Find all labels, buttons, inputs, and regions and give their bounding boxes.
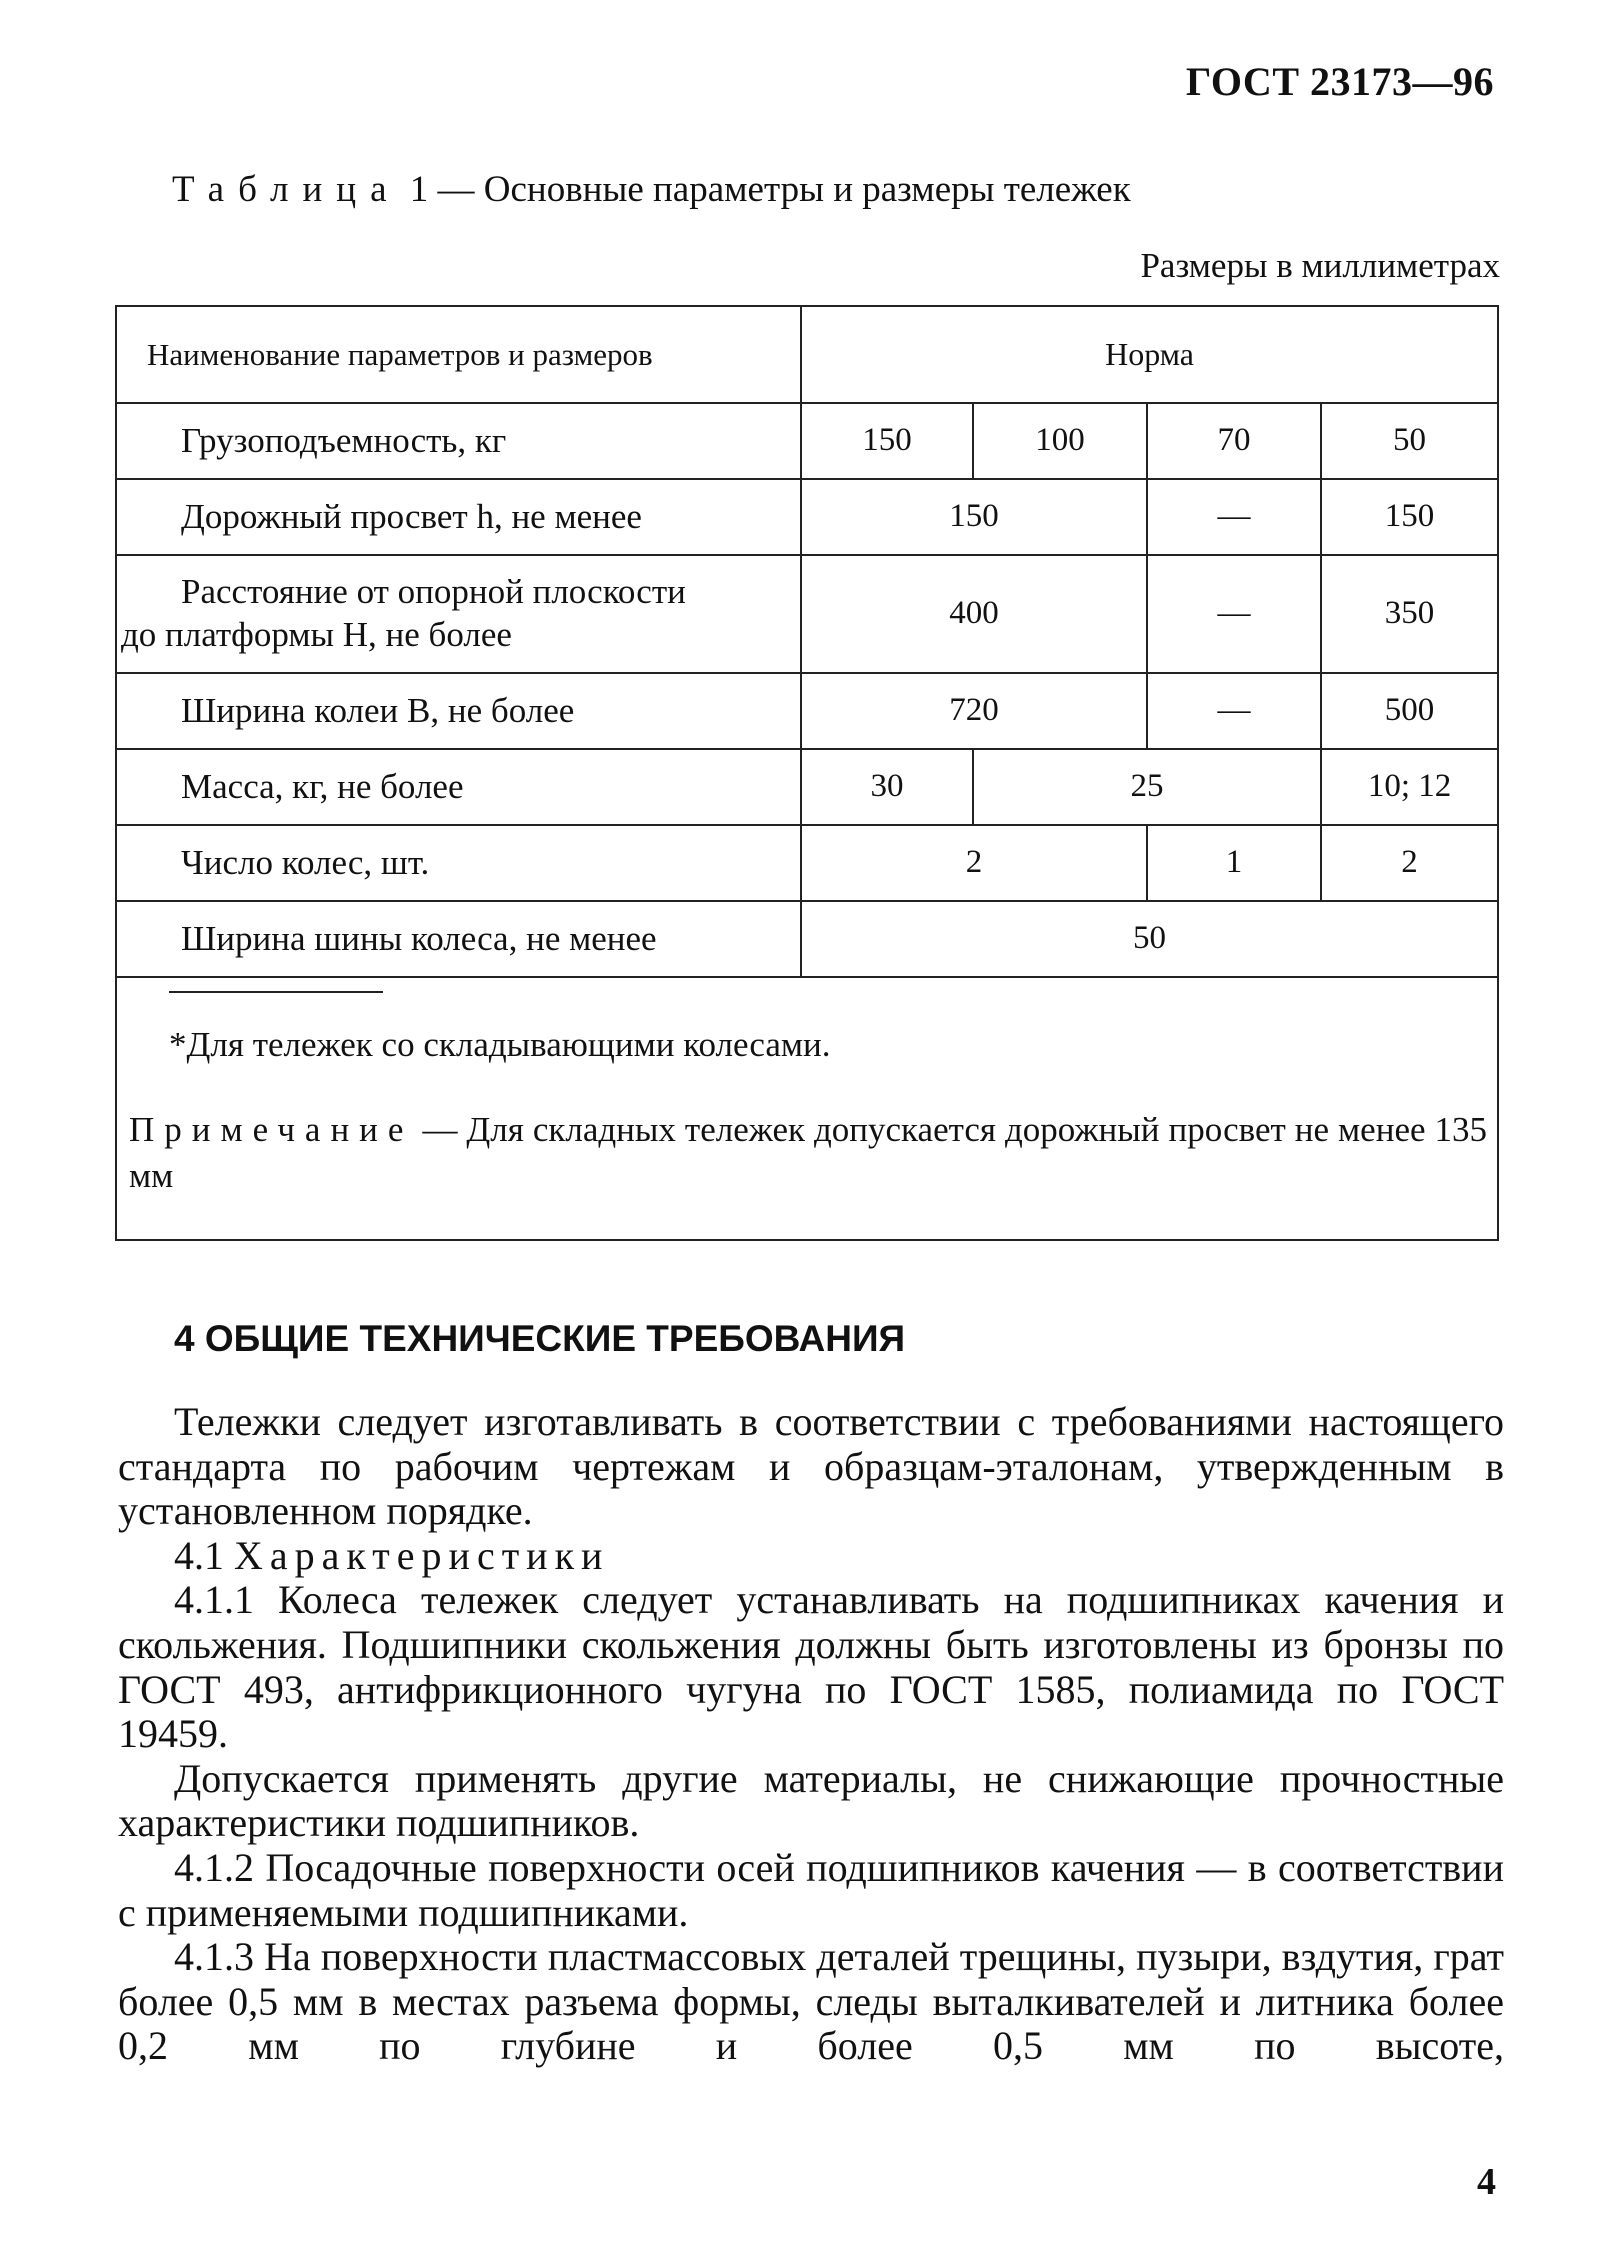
paragraph: 4.1.2 Посадочные поверхности осей подшипников качения — в соответствии с применяемыми подшипниками. — [118, 1844, 1504, 1935]
table-row — [117, 749, 1497, 825]
table-cell: 2 — [1321, 825, 1497, 901]
table-footnote: *Для тележек со складывающими колесами. — [169, 1025, 831, 1064]
row-label: Ширина шины колеса, не менее — [117, 901, 801, 977]
table-cell: 50 — [801, 901, 1497, 977]
table-cell: 1 — [1147, 825, 1321, 901]
table-header-row — [117, 307, 1497, 403]
row-label: Масса, кг, не более — [117, 749, 801, 825]
subsection-title: Характеристики — [234, 1532, 610, 1578]
table-cell: — — [1147, 555, 1321, 673]
table-caption-prefix: Таблица — [172, 169, 401, 210]
table-caption — [172, 168, 1131, 211]
table-cell: 150 — [801, 403, 973, 479]
row-label: Дорожный просвет h, не менее — [117, 479, 801, 555]
row-label-line: Расстояние от опорной плоскости — [181, 572, 686, 612]
table-cell: 350 — [1321, 555, 1497, 673]
table-cell: 150 — [801, 479, 1147, 555]
table-caption-number: 1 — [409, 169, 429, 210]
table-cell: 10; 12 — [1321, 749, 1497, 825]
note-label: Примечание — [129, 1110, 414, 1149]
table-cell: 25 — [973, 749, 1321, 825]
page-number: 4 — [1477, 2161, 1496, 2203]
note-text: — Для складных тележек допускается дорожный просвет не менее 135 мм — [129, 1110, 1487, 1195]
table-cell: 720 — [801, 673, 1147, 749]
table-note — [129, 1107, 1487, 1198]
table-cell: 30 — [801, 749, 973, 825]
header-cell-norm: Норма — [801, 307, 1497, 403]
table-cell: 150 — [1321, 479, 1497, 555]
table-cell: 500 — [1321, 673, 1497, 749]
header-cell-name: Наименование параметров и размеров — [117, 307, 801, 403]
table-cell: 50 — [1321, 403, 1497, 479]
table-cell: — — [1147, 673, 1321, 749]
document-id: ГОСТ 23173—96 — [1185, 59, 1494, 104]
parameters-table — [117, 307, 1497, 978]
parameters-table-frame — [115, 305, 1499, 1241]
subsection-heading — [118, 1534, 1504, 1579]
row-label-line: до платформы H, не более — [121, 615, 512, 654]
paragraph: 4.1.1 Колеса тележек следует устанавливать на подшипниках качения и скольжения. Подшипники скольжения должны быть изготовлены из бронзы по ГОСТ 493, антифрикционного чугуна по ГОСТ 1585, полиамида по ГОСТ 19459. — [118, 1577, 1504, 1757]
table-cell: 2 — [801, 825, 1147, 901]
paragraph: Тележки следует изготавливать в соответствии с требованиями настоящего стандарта по рабочим чертежам и образцам-эталонам, утвержденным в установленном порядке. — [118, 1399, 1504, 1534]
paragraph: Допускается применять другие материалы, не снижающие прочностные характеристики подшипников. — [118, 1755, 1504, 1846]
table-row — [117, 673, 1497, 749]
table-row — [117, 403, 1497, 479]
row-label: Число колес, шт. — [117, 825, 801, 901]
table-cell: 400 — [801, 555, 1147, 673]
table-cell: — — [1147, 479, 1321, 555]
section-body — [118, 1400, 1504, 2069]
table-row — [117, 901, 1497, 977]
row-label: Ширина колеи B, не более — [117, 673, 801, 749]
row-label: Грузоподъемность, кг — [117, 403, 801, 479]
section-heading: 4 ОБЩИЕ ТЕХНИЧЕСКИЕ ТРЕБОВАНИЯ — [174, 1318, 906, 1359]
table-caption-text: — Основные параметры и размеры тележек — [437, 169, 1131, 210]
table-row — [117, 825, 1497, 901]
table-row — [117, 555, 1497, 673]
row-label — [117, 555, 801, 673]
subsection-number: 4.1 — [174, 1532, 224, 1578]
table-row — [117, 479, 1497, 555]
table-cell: 70 — [1147, 403, 1321, 479]
paragraph: 4.1.3 На поверхности пластмассовых деталей трещины, пузыри, вздутия, грат более 0,5 мм в местах разъема формы, следы выталкивателей и литника более 0,2 мм по глубине и более 0,5 мм по высоте, — [118, 1934, 1504, 2069]
units-note: Размеры в миллиметрах — [1140, 246, 1500, 285]
footnote-divider — [169, 991, 383, 993]
table-cell: 100 — [973, 403, 1147, 479]
